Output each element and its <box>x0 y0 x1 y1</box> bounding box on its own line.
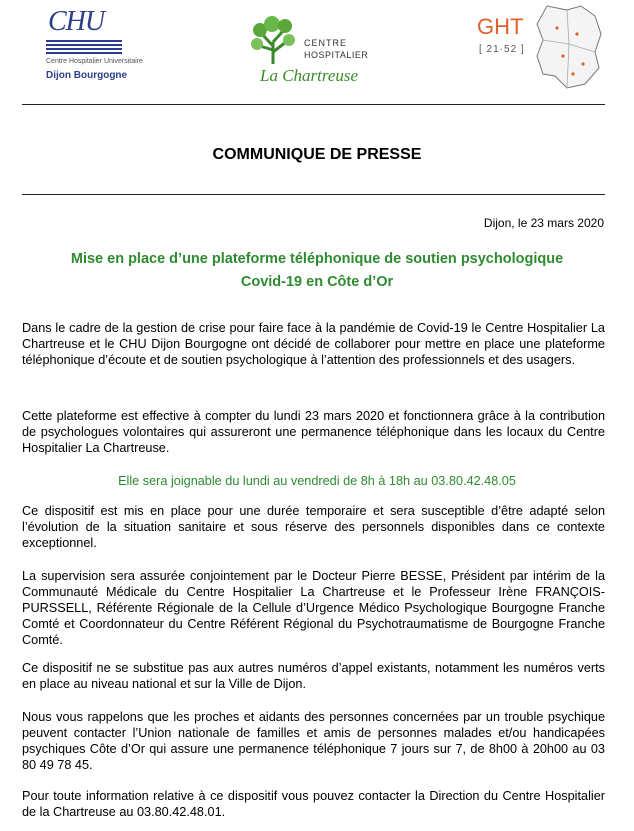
availability-highlight: Elle sera joignable du lundi au vendredi de 8h à 18h au 03.80.42.48.05 <box>118 474 516 488</box>
ght-logo <box>475 4 605 94</box>
chartreuse-logo-line3: La Chartreuse <box>260 66 359 85</box>
ght-logo-code: [ 21·52 ] <box>479 44 525 55</box>
paragraph-platform: Cette plateforme est effective à compter du lundi 23 mars 2020 et fonctionnera grâce à la contribution de psychologues volontaires qui assureront une permanence téléphonique dans les locaux du Centre Hospitalier La Chartreuse. <box>22 409 605 455</box>
paragraph-substitution: Ce dispositif ne se substitue pas aux autres numéros d’appel existants, notamment les numéros verts en place au niveau national et sur la Ville de Dijon. <box>22 661 605 691</box>
chartreuse-logo-line1: CENTRE <box>304 38 348 48</box>
headline-line1: Mise en place d’une plateforme téléphonique de soutien psychologique <box>70 251 564 267</box>
chartreuse-logo <box>248 10 378 92</box>
chu-logo-subtitle: Centre Hospitalier Universitaire <box>46 58 143 65</box>
header-rule-bottom <box>22 194 605 195</box>
page-title: COMMUNIQUE DE PRESSE <box>212 146 422 163</box>
paragraph-families: Nous vous rappelons que les proches et aidants des personnes concernées par un trouble psychique peuvent contacter l’Union nationale de familles et amis de personnes malades et/ou handicapées psychiques Côte d’Or qui assure une permanence téléphonique 7 jours sur 7, de 8h00 à 20h00 au 03 80 49 78 45. <box>22 710 605 772</box>
paragraph-context: Dans le cadre de la gestion de crise pour faire face à la pandémie de Covid-19 le Centre Hospitalier La Chartreuse et le CHU Dijon Bourgogne ont décidé de collaborer pour mettre en place une plateforme téléphonique d’écoute et de soutien psychologique à l’attention des professionnels et des usagers. <box>22 321 605 367</box>
chu-logo-stripes <box>46 40 122 56</box>
chu-dijon-logo <box>40 6 143 86</box>
chu-logo-text: CHU <box>48 6 105 37</box>
region-map-icon <box>533 4 605 90</box>
paragraph-supervision: La supervision sera assurée conjointement par le Docteur Pierre BESSE, Président par intérim de la Communauté Médicale du Centre Hospitalier La Chartreuse et le Professeur Irène FRANÇOIS-PURSSELL, Référente Régionale de la Cellule d’Urgence Médico Psychologique Bourgogne Franche Comté et Coordonnateur du Centre Référent Régional du Psychotraumatisme de Bourgogne Franche Comté. <box>22 569 605 647</box>
headline-line2: Covid-19 en Côte d’Or <box>240 274 394 290</box>
chu-logo-city: Dijon Bourgogne <box>46 70 128 81</box>
tree-hand-icon <box>248 12 298 68</box>
ght-logo-text: GHT <box>477 14 524 39</box>
chartreuse-logo-line2: HOSPITALIER <box>304 50 369 60</box>
paragraph-contact: Pour toute information relative à ce dispositif vous pouvez contacter la Direction du Centre Hospitalier de la Chartreuse au 03.80.42.48.01. <box>22 789 605 819</box>
header-rule-top <box>22 104 605 105</box>
press-date: Dijon, le 23 mars 2020 <box>483 216 604 230</box>
paragraph-duration: Ce dispositif est mis en place pour une durée temporaire et sera susceptible d’être adapté selon l’évolution de la situation sanitaire et sous réserve des personnels disponibles dans ce contexte exceptionnel. <box>22 504 605 550</box>
